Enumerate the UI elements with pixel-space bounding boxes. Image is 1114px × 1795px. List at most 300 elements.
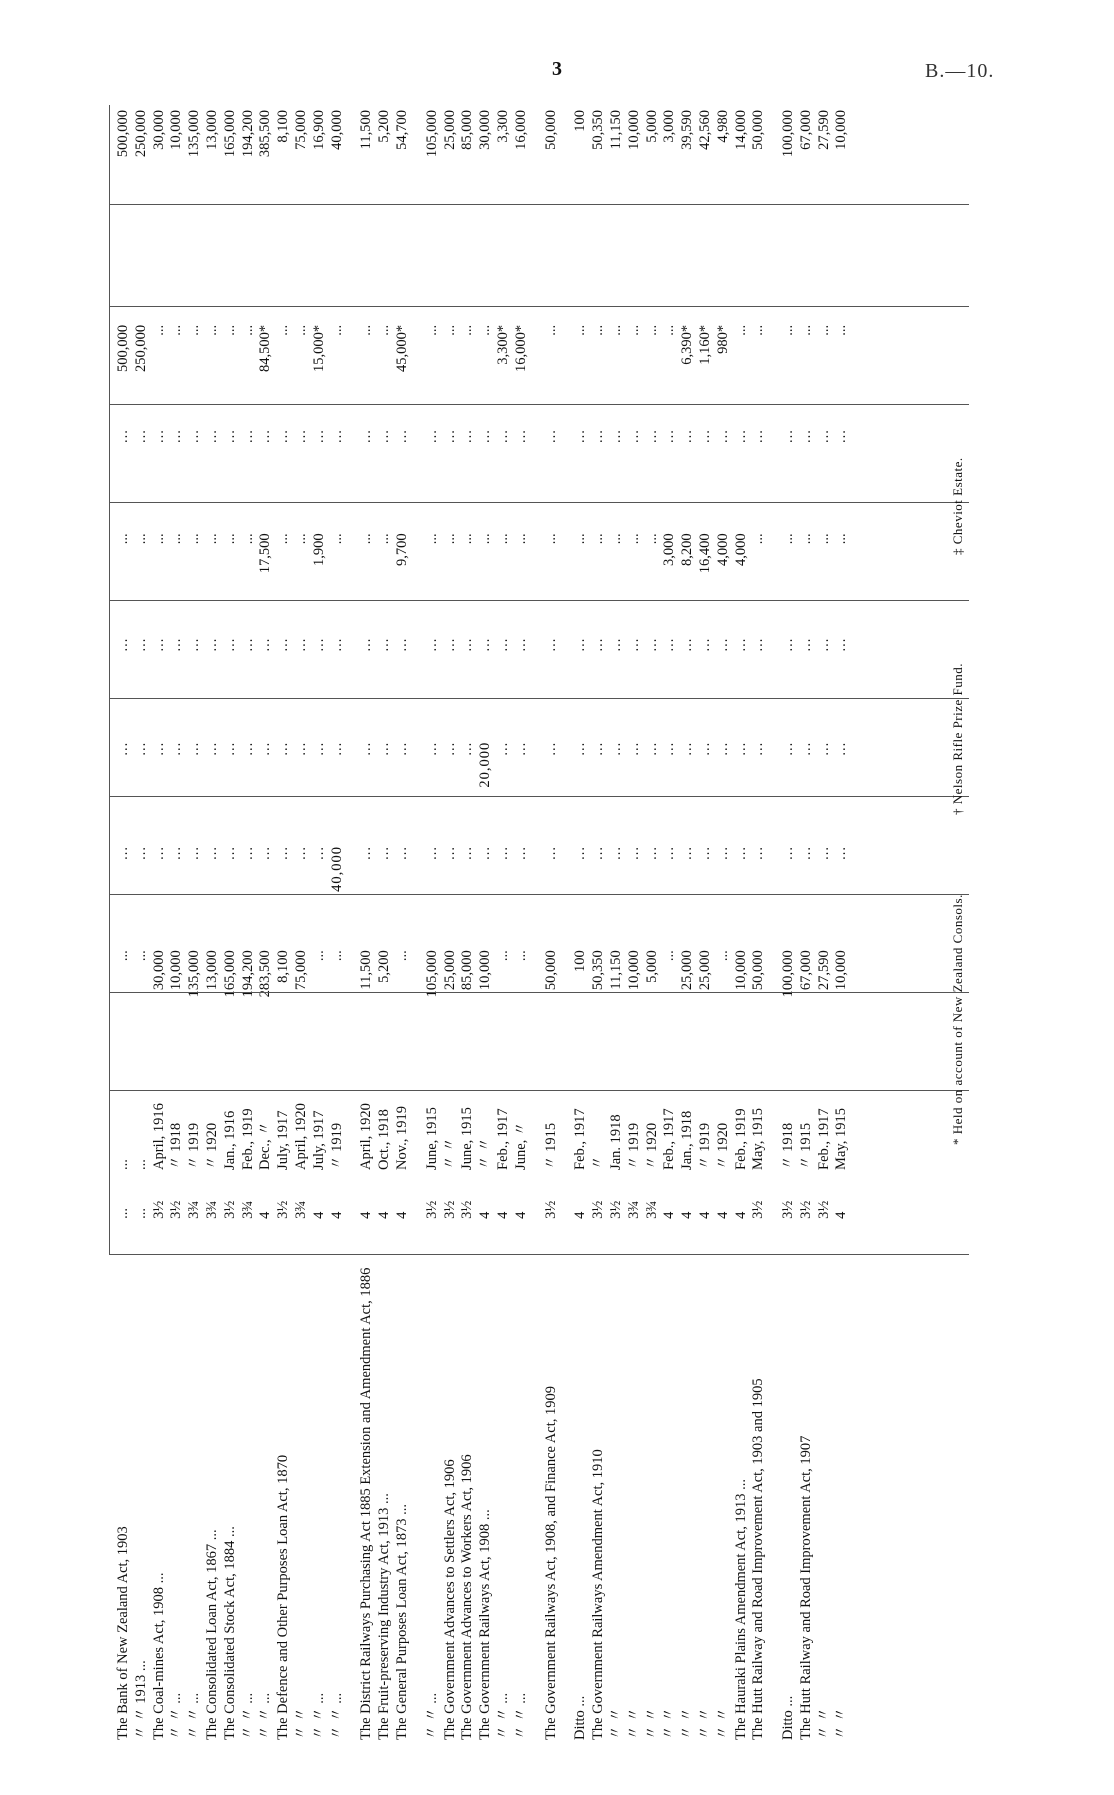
amount-2-cell: ... — [168, 846, 185, 860]
rate-cell: 3½ — [150, 1200, 167, 1219]
amount-1-cell: 30,000 — [150, 950, 167, 991]
act-cell: 〃 〃 ... — [494, 1692, 511, 1740]
spacer-cell — [715, 211, 733, 319]
amount-2-cell: ... — [679, 846, 696, 860]
amount-1-cell: 50,000 — [750, 950, 767, 991]
table-body — [115, 105, 851, 1745]
amount-4-cell: ... — [679, 637, 696, 652]
amount-3-cell: ... — [833, 741, 850, 756]
amount-6-cell: ... — [780, 429, 797, 444]
column-rule — [109, 796, 969, 797]
rate-cell: 3½ — [780, 1200, 797, 1219]
amount-5-cell: ... — [459, 533, 476, 545]
amount-6-cell: ... — [358, 429, 375, 444]
amount-total-cell: 14,000 — [732, 110, 749, 150]
table-row — [626, 105, 644, 1745]
date-cell: ... — [132, 1159, 149, 1170]
amount-6-cell: ... — [607, 429, 624, 444]
amount-5-cell: ... — [275, 533, 292, 545]
amount-4-cell: ... — [542, 637, 559, 652]
amount-3-cell: ... — [590, 741, 607, 756]
act-cell: 〃 〃 — [815, 1707, 832, 1740]
amount-4-cell: ... — [661, 637, 678, 652]
amount-total-cell: 50,000 — [542, 110, 559, 150]
column-rule — [109, 1090, 969, 1091]
amount-1-cell: 10,000 — [732, 950, 749, 991]
amount-1-cell: 5,000 — [643, 950, 660, 983]
amount-2-cell: ... — [257, 846, 274, 860]
amount-4-cell: ... — [292, 637, 309, 652]
table-row — [168, 105, 186, 1745]
amount-1-cell: ... — [132, 950, 149, 962]
amount-4-cell: ... — [512, 637, 529, 652]
amount-3-cell: ... — [780, 741, 797, 756]
amount-1-cell: ... — [310, 950, 327, 962]
column-rule — [109, 502, 969, 503]
date-cell: June, 1915 — [459, 1107, 476, 1170]
date-cell: April, 1920 — [292, 1103, 309, 1170]
amount-3-cell: ... — [376, 741, 393, 756]
spacer-cell — [329, 211, 347, 319]
amount-total-cell: 40,000 — [328, 110, 345, 150]
amount-7-cell: 980* — [714, 324, 731, 354]
column-rule — [109, 404, 969, 405]
amount-7-cell: ... — [542, 324, 559, 336]
amount-3-cell: ... — [494, 741, 511, 756]
amount-7-cell: ... — [732, 324, 749, 336]
date-cell: Jan., 1916 — [221, 1110, 238, 1170]
rate-cell: 4 — [833, 1211, 850, 1219]
amount-4-cell: ... — [376, 637, 393, 652]
date-cell: 〃 〃 — [441, 1137, 458, 1170]
amount-7-cell: ... — [168, 324, 185, 336]
date-cell: April, 1916 — [150, 1103, 167, 1170]
act-cell: The Government Railways Act, 1908, and Finance Act, 1909 — [542, 1386, 559, 1740]
spacer-cell — [115, 211, 133, 319]
amount-1-cell: ... — [512, 950, 529, 962]
act-cell: The Government Advances to Workers Act, 1906 — [459, 1454, 476, 1740]
amount-2-cell: ... — [150, 846, 167, 860]
amount-1-cell: ... — [393, 950, 410, 962]
act-cell: 〃 〃 ... — [328, 1692, 345, 1740]
amount-7-cell: 84,500* — [257, 324, 274, 373]
rate-cell: 3½ — [797, 1200, 814, 1219]
amount-5-cell: ... — [512, 533, 529, 545]
rate-cell: 4 — [732, 1211, 749, 1219]
amount-2-cell: ... — [310, 846, 327, 860]
page-number: 3 — [552, 58, 562, 80]
table-row — [376, 105, 394, 1745]
table-row — [608, 105, 626, 1745]
amount-5-cell: ... — [643, 533, 660, 545]
rate-cell: 3¾ — [239, 1200, 256, 1219]
amount-5-cell: ... — [590, 533, 607, 545]
table-row — [697, 105, 715, 1745]
amount-2-cell: ... — [275, 846, 292, 860]
amount-total-cell: 11,150 — [607, 110, 624, 150]
date-cell: Feb., 1917 — [661, 1108, 678, 1170]
amount-4-cell: ... — [590, 637, 607, 652]
amount-7-cell: ... — [833, 324, 850, 336]
amount-3-cell: ... — [797, 741, 814, 756]
spacer-cell — [513, 211, 531, 319]
amount-7-cell: ... — [423, 324, 440, 336]
amount-5-cell: ... — [780, 533, 797, 545]
act-cell: 〃 〃 ... — [239, 1692, 256, 1740]
amount-1-cell: 25,000 — [441, 950, 458, 991]
securities-table — [115, 105, 851, 1745]
amount-7-cell: ... — [607, 324, 624, 336]
date-cell: 〃 1918 — [780, 1122, 797, 1170]
amount-2-cell: ... — [459, 846, 476, 860]
footnote-consols: * Held on account of New Zealand Consols. — [950, 894, 965, 1145]
table-row — [394, 105, 412, 1745]
date-cell: 〃 1919 — [625, 1122, 642, 1170]
amount-6-cell: ... — [512, 429, 529, 444]
amount-5-cell: ... — [186, 533, 203, 545]
amount-7-cell: ... — [358, 324, 375, 336]
amount-1-cell: 50,000 — [542, 950, 559, 991]
amount-3-cell: 20,000 — [477, 741, 494, 788]
rate-cell: 3½ — [221, 1200, 238, 1219]
amount-2-cell: ... — [423, 846, 440, 860]
footnote-nelson: † Nelson Rifle Prize Fund. — [950, 662, 965, 815]
spacer-cell — [833, 211, 851, 319]
act-cell: The Defence and Other Purposes Loan Act, 1870 — [275, 1454, 292, 1740]
amount-6-cell: ... — [257, 429, 274, 444]
table-row — [311, 105, 329, 1745]
amount-7-cell: ... — [203, 324, 220, 336]
amount-6-cell: ... — [376, 429, 393, 444]
amount-total-cell: 10,000 — [168, 110, 185, 150]
amount-1-cell: 67,000 — [797, 950, 814, 991]
amount-total-cell: 30,000 — [477, 110, 494, 150]
table-row — [459, 105, 477, 1745]
amount-2-cell: ... — [393, 846, 410, 860]
amount-total-cell: 165,000 — [221, 110, 238, 158]
spacer-cell — [590, 211, 608, 319]
rate-cell: 3½ — [275, 1200, 292, 1219]
amount-2-cell: ... — [643, 846, 660, 860]
amount-5-cell: ... — [441, 533, 458, 545]
amount-7-cell: 1,160* — [696, 324, 713, 365]
amount-2-cell: ... — [780, 846, 797, 860]
amount-4-cell: ... — [423, 637, 440, 652]
amount-6-cell: ... — [310, 429, 327, 444]
amount-1-cell: 25,000 — [679, 950, 696, 991]
amount-2-cell: ... — [607, 846, 624, 860]
amount-4-cell: ... — [494, 637, 511, 652]
amount-7-cell: ... — [815, 324, 832, 336]
rate-cell: 3¾ — [186, 1200, 203, 1219]
amount-7-cell: ... — [780, 324, 797, 336]
amount-total-cell: 67,000 — [797, 110, 814, 150]
amount-3-cell: ... — [732, 741, 749, 756]
amount-2-cell: ... — [132, 846, 149, 860]
act-cell: The Hutt Railway and Road Improvement Act, 1903 and 1905 — [750, 1378, 767, 1740]
amount-3-cell: ... — [661, 741, 678, 756]
amount-total-cell: 10,000 — [833, 110, 850, 150]
amount-5-cell: 1,900 — [310, 533, 327, 566]
amount-3-cell: ... — [221, 741, 238, 756]
amount-5-cell: 16,400 — [696, 533, 713, 574]
amount-4-cell: ... — [239, 637, 256, 652]
rate-cell: 4 — [257, 1211, 274, 1219]
amount-6-cell: ... — [643, 429, 660, 444]
amount-total-cell: 50,350 — [590, 110, 607, 150]
table-row — [151, 105, 169, 1745]
header-rule — [109, 105, 110, 1255]
rate-cell: 3½ — [815, 1200, 832, 1219]
amount-5-cell: ... — [494, 533, 511, 545]
rate-cell: 4 — [714, 1211, 731, 1219]
amount-7-cell: ... — [328, 324, 345, 336]
amount-total-cell: 194,200 — [239, 110, 256, 158]
amount-total-cell: 75,000 — [292, 110, 309, 150]
date-cell: 〃 1915 — [542, 1122, 559, 1170]
act-cell: 〃 〃 — [833, 1707, 850, 1740]
amount-4-cell: ... — [607, 637, 624, 652]
amount-5-cell: ... — [132, 533, 149, 545]
amount-2-cell: ... — [376, 846, 393, 860]
amount-5-cell: ... — [328, 533, 345, 545]
rate-cell: 4 — [393, 1211, 410, 1219]
rate-cell: 4 — [572, 1211, 589, 1219]
table-row — [513, 105, 531, 1745]
amount-3-cell: ... — [696, 741, 713, 756]
date-cell: Feb., 1917 — [815, 1108, 832, 1170]
rate-cell: 4 — [328, 1211, 345, 1219]
amount-3-cell: ... — [168, 741, 185, 756]
rate-cell: 3½ — [459, 1200, 476, 1219]
amount-4-cell: ... — [572, 637, 589, 652]
amount-1-cell: 135,000 — [186, 950, 203, 998]
date-cell: Feb., 1917 — [572, 1108, 589, 1170]
amount-7-cell: ... — [275, 324, 292, 336]
amount-1-cell: 100,000 — [780, 950, 797, 998]
spacer-cell — [222, 211, 240, 319]
amount-5-cell: ... — [203, 533, 220, 545]
amount-1-cell: ... — [714, 950, 731, 962]
amount-1-cell: 10,000 — [477, 950, 494, 991]
rate-cell: 4 — [679, 1211, 696, 1219]
table-row — [733, 105, 751, 1745]
amount-3-cell: ... — [132, 741, 149, 756]
amount-6-cell: ... — [815, 429, 832, 444]
date-cell: April, 1920 — [358, 1103, 375, 1170]
act-cell: 〃 〃 ... — [168, 1692, 185, 1740]
spacer-cell — [376, 211, 394, 319]
amount-6-cell: ... — [459, 429, 476, 444]
act-cell: The Bank of New Zealand Act, 1903 — [115, 1526, 131, 1740]
column-rule — [109, 698, 969, 699]
amount-total-cell: 100,000 — [780, 110, 797, 158]
amount-total-cell: 3,300 — [494, 110, 511, 143]
rate-cell: 3½ — [750, 1200, 767, 1219]
date-cell: Jan. 1918 — [607, 1114, 624, 1170]
amount-7-cell: ... — [150, 324, 167, 336]
act-cell: 〃 〃 — [292, 1707, 309, 1740]
table-row — [679, 105, 697, 1745]
spacer-cell — [477, 211, 495, 319]
amount-4-cell: ... — [625, 637, 642, 652]
amount-6-cell: ... — [393, 429, 410, 444]
amount-6-cell: ... — [132, 429, 149, 444]
table-row — [798, 105, 816, 1745]
amount-total-cell: 54,700 — [393, 110, 410, 150]
amount-4-cell: ... — [780, 637, 797, 652]
amount-5-cell: ... — [815, 533, 832, 545]
amount-6-cell: ... — [750, 429, 767, 444]
table-row — [661, 105, 679, 1745]
table-row — [590, 105, 608, 1745]
amount-6-cell: ... — [150, 429, 167, 444]
table-row — [531, 105, 561, 1745]
date-cell: July, 1917 — [310, 1110, 327, 1170]
column-rule — [109, 1254, 969, 1255]
table-row — [477, 105, 495, 1745]
amount-total-cell: 500,000 — [115, 110, 131, 158]
amount-1-cell: 13,000 — [203, 950, 220, 991]
amount-7-cell: ... — [292, 324, 309, 336]
spacer-cell — [768, 211, 798, 319]
rate-cell: 4 — [310, 1211, 327, 1219]
amount-5-cell: 3,000 — [661, 533, 678, 566]
table-row — [495, 105, 513, 1745]
column-rule — [109, 306, 969, 307]
amount-1-cell: ... — [494, 950, 511, 962]
amount-total-cell: 16,000 — [512, 110, 529, 150]
amount-6-cell: ... — [328, 429, 345, 444]
amount-total-cell: 85,000 — [459, 110, 476, 150]
amount-7-cell: 15,000* — [310, 324, 327, 373]
date-cell: June, 1915 — [423, 1107, 440, 1170]
amount-1-cell: 85,000 — [459, 950, 476, 991]
amount-3-cell: ... — [393, 741, 410, 756]
amount-2-cell: ... — [590, 846, 607, 860]
spacer-cell — [750, 211, 768, 319]
amount-4-cell: ... — [203, 637, 220, 652]
amount-3-cell: ... — [815, 741, 832, 756]
amount-5-cell: ... — [168, 533, 185, 545]
act-cell: 〃 〃 — [625, 1707, 642, 1740]
amount-total-cell: 39,590 — [679, 110, 696, 150]
amount-4-cell: ... — [275, 637, 292, 652]
amount-3-cell: ... — [714, 741, 731, 756]
spacer-cell — [733, 211, 751, 319]
spacer-cell — [168, 211, 186, 319]
act-cell: The Consolidated Loan Act, 1867 ... — [203, 1529, 220, 1740]
spacer-cell — [151, 211, 169, 319]
amount-3-cell: ... — [643, 741, 660, 756]
date-cell: 〃 〃 — [477, 1137, 494, 1170]
table-row — [833, 105, 851, 1745]
amount-4-cell: ... — [732, 637, 749, 652]
date-cell: 〃 — [590, 1155, 607, 1170]
amount-1-cell: 165,000 — [221, 950, 238, 998]
date-cell: 〃 1915 — [797, 1122, 814, 1170]
table-row — [115, 105, 133, 1745]
act-cell: The Coal-mines Act, 1908 ... — [150, 1572, 167, 1740]
amount-1-cell: 10,000 — [168, 950, 185, 991]
spacer-cell — [204, 211, 222, 319]
act-cell: 〃 〃 — [679, 1707, 696, 1740]
date-cell: May, 1915 — [833, 1108, 850, 1170]
table-row — [257, 105, 275, 1745]
amount-6-cell: ... — [494, 429, 511, 444]
date-cell: 〃 1920 — [714, 1122, 731, 1170]
amount-7-cell: ... — [750, 324, 767, 336]
amount-7-cell: ... — [661, 324, 678, 336]
amount-2-cell: 40,000 — [328, 846, 345, 892]
date-cell: June, 〃 — [512, 1121, 529, 1170]
amount-7-cell: 250,000 — [132, 324, 149, 373]
amount-5-cell: 8,200 — [679, 533, 696, 566]
amount-6-cell: ... — [186, 429, 203, 444]
amount-7-cell: 16,000* — [512, 324, 529, 373]
amount-1-cell: 11,500 — [358, 950, 375, 990]
amount-1-cell: 27,590 — [815, 950, 832, 991]
amount-4-cell: ... — [696, 637, 713, 652]
amount-4-cell: ... — [115, 637, 131, 652]
amount-7-cell: ... — [221, 324, 238, 336]
table-row — [750, 105, 768, 1745]
table-row — [222, 105, 240, 1745]
spacer-cell — [459, 211, 477, 319]
amount-4-cell: ... — [459, 637, 476, 652]
amount-6-cell: ... — [732, 429, 749, 444]
spacer-cell — [560, 211, 590, 319]
spacer-cell — [531, 211, 561, 319]
amount-5-cell: ... — [423, 533, 440, 545]
amount-5-cell: ... — [358, 533, 375, 545]
amount-total-cell: 5,200 — [376, 110, 393, 143]
act-cell: The Government Railways Amendment Act, 1910 — [590, 1449, 607, 1740]
amount-3-cell: ... — [607, 741, 624, 756]
spacer-cell — [257, 211, 275, 319]
amount-5-cell: 17,500 — [257, 533, 274, 574]
date-cell: Feb., 1917 — [494, 1108, 511, 1170]
act-cell: The Consolidated Stock Act, 1884 ... — [221, 1526, 238, 1740]
amount-3-cell: ... — [459, 741, 476, 756]
rate-cell: 3½ — [542, 1200, 559, 1219]
amount-6-cell: ... — [679, 429, 696, 444]
date-cell: 〃 1919 — [328, 1122, 345, 1170]
act-cell: 〃 〃 — [607, 1707, 624, 1740]
amount-4-cell: ... — [833, 637, 850, 652]
date-cell: 〃 1919 — [696, 1122, 713, 1170]
spacer-cell — [495, 211, 513, 319]
amount-5-cell: ... — [376, 533, 393, 545]
spacer-cell — [311, 211, 329, 319]
amount-total-cell: 385,500 — [257, 110, 274, 158]
amount-4-cell: ... — [797, 637, 814, 652]
amount-6-cell: ... — [441, 429, 458, 444]
table-row — [275, 105, 293, 1745]
rate-cell: 3½ — [441, 1200, 458, 1219]
amount-2-cell: ... — [815, 846, 832, 860]
amount-7-cell: ... — [459, 324, 476, 336]
table-row — [816, 105, 834, 1745]
table-row — [204, 105, 222, 1745]
amount-6-cell: ... — [423, 429, 440, 444]
amount-7-cell: 6,390* — [679, 324, 696, 365]
act-cell: 〃 〃 — [661, 1707, 678, 1740]
rate-cell: 3½ — [423, 1200, 440, 1219]
date-cell: Feb., 1919 — [239, 1108, 256, 1170]
amount-2-cell: ... — [542, 846, 559, 860]
date-cell: 〃 1920 — [643, 1122, 660, 1170]
